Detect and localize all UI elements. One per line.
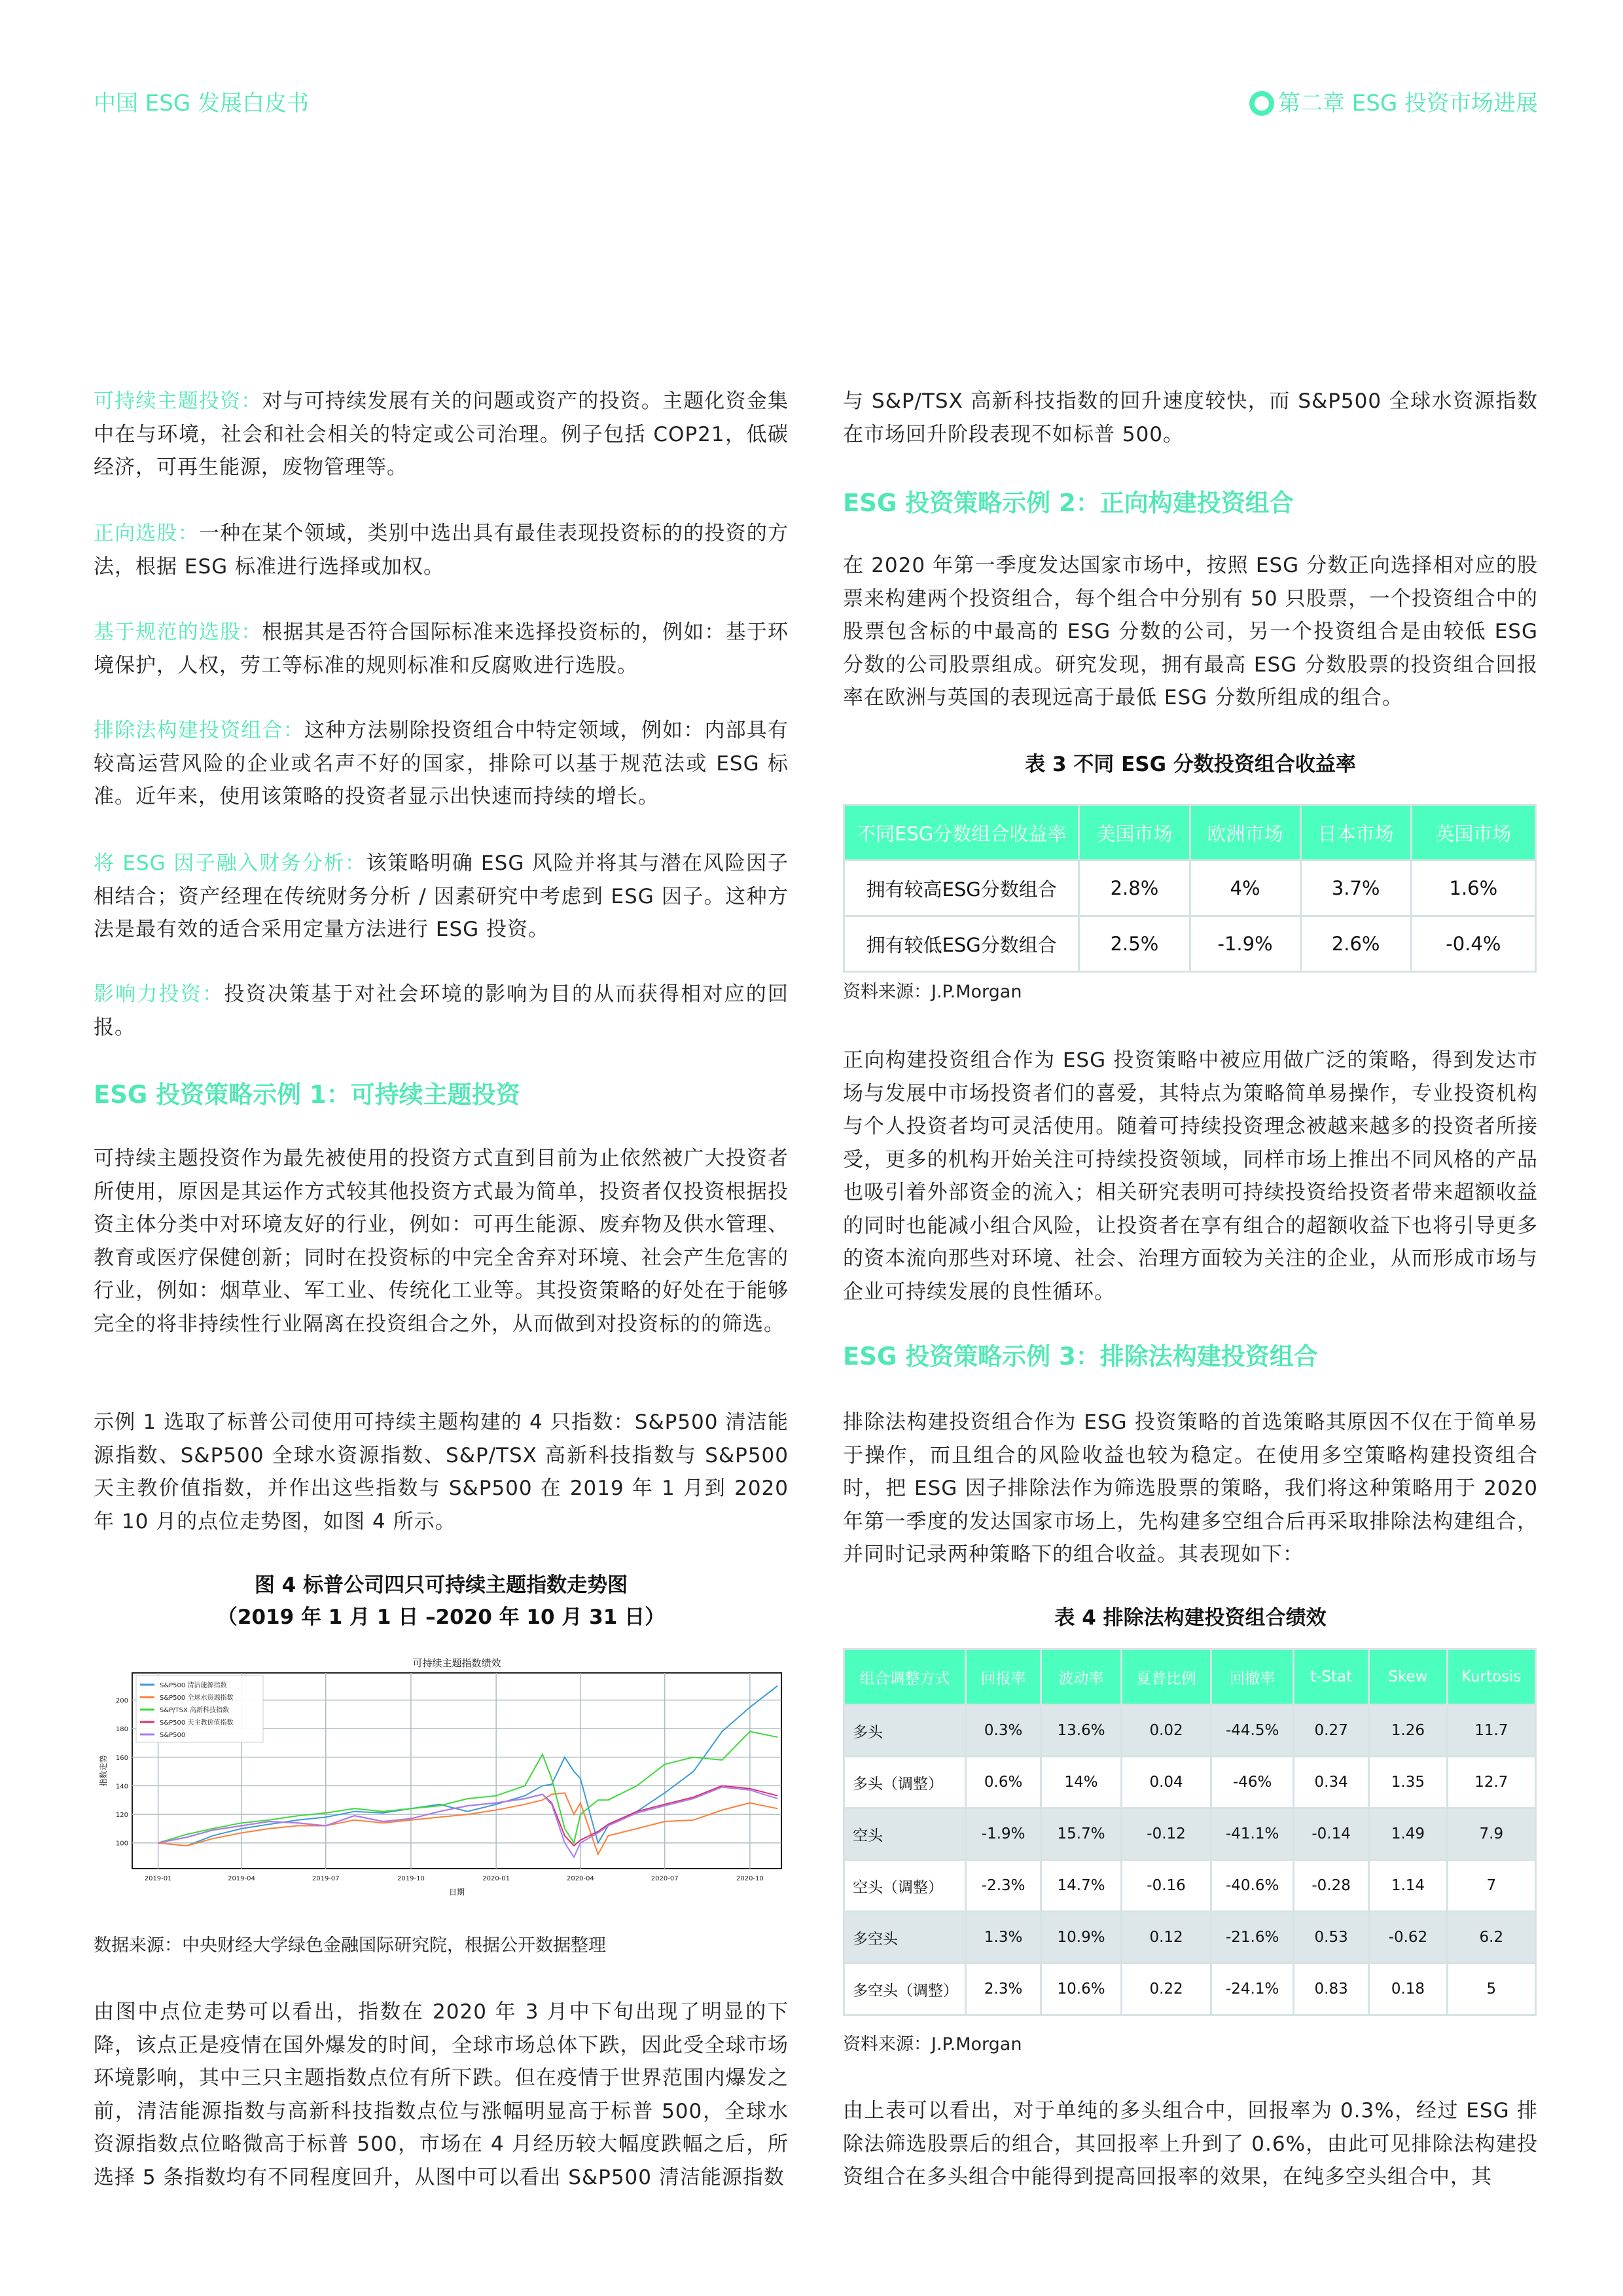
table-cell: 5 bbox=[1447, 1964, 1535, 2015]
column-header: t-Stat bbox=[1294, 1649, 1369, 1705]
x-tick-label: 2019-04 bbox=[228, 1875, 255, 1882]
table3-caption: 表 3 不同 ESG 分数投资组合收益率 bbox=[1025, 753, 1356, 776]
column-header: 日本市场 bbox=[1300, 805, 1411, 861]
legend-entry: S&P500 全球水资源指数 bbox=[160, 1695, 234, 1702]
table-cell: 13.6% bbox=[1041, 1705, 1122, 1757]
chapter-title: 第二章 ESG 投资市场进展 bbox=[1277, 90, 1538, 117]
table-row bbox=[844, 916, 1536, 972]
table-cell: 0.83 bbox=[1294, 1964, 1369, 2015]
table-cell: 0.53 bbox=[1294, 1912, 1369, 1964]
table-cell: -0.62 bbox=[1369, 1912, 1447, 1964]
chart-svg bbox=[92, 1649, 798, 1911]
row-label-cell: 拥有较高ESG分数组合 bbox=[844, 861, 1079, 916]
figure-caption: 图 4 标普公司四只可持续主题指数走势图 bbox=[254, 1573, 628, 1597]
x-tick-label: 2019-10 bbox=[397, 1875, 425, 1882]
line-chart bbox=[92, 1649, 798, 1911]
table-cell: 0.02 bbox=[1121, 1705, 1211, 1757]
row-label-cell: 多头 bbox=[844, 1705, 966, 1757]
table-cell: -24.1% bbox=[1211, 1964, 1294, 2015]
table-cell: -0.4% bbox=[1411, 916, 1535, 972]
table-cell: -0.12 bbox=[1121, 1808, 1211, 1860]
definition-positive bbox=[94, 517, 789, 583]
table-header-row bbox=[844, 805, 1536, 861]
column-header: 回撤率 bbox=[1211, 1649, 1294, 1705]
table-cell: 10.9% bbox=[1041, 1912, 1122, 1964]
table-cell: 12.7 bbox=[1447, 1757, 1535, 1808]
definition-exclusion bbox=[94, 714, 789, 814]
definition-integration bbox=[94, 847, 789, 946]
table-cell: -1.9% bbox=[966, 1808, 1041, 1860]
y-tick-label: 180 bbox=[115, 1726, 128, 1734]
table-cell: 2.5% bbox=[1079, 916, 1190, 972]
definition-text: 该策略明确 ESG 风险并将其与潜在风险因子相结合；资产经理在传统财务分析 / 因素研究中考虑到 ESG 因子。这种方法是最有效的适合采用定量方法进行 ESG 投资。 bbox=[94, 852, 789, 941]
table4-source: 资料来源：J.P.Morgan bbox=[843, 2034, 1022, 2054]
table-cell: 1.26 bbox=[1369, 1705, 1447, 1757]
table-cell: 10.6% bbox=[1041, 1964, 1122, 2015]
table-cell: -40.6% bbox=[1211, 1860, 1294, 1912]
table-cell: 4% bbox=[1190, 861, 1300, 916]
definition-term: 可持续主题投资： bbox=[94, 389, 262, 413]
table-cell: -41.1% bbox=[1211, 1808, 1294, 1860]
x-tick-label: 2019-01 bbox=[144, 1875, 172, 1882]
body-paragraph: 与 S&P/TSX 高新科技指数的回升速度较快，而 S&P500 全球水资源指数在市场回升阶段表现不如标普 500。 bbox=[843, 389, 1538, 446]
body-paragraph: 可持续主题投资作为最先被使用的投资方式直到目前为止依然被广大投资者所使用，原因是其运作方式较其他投资方式最为简单，投资者仅投资根据投资主体分类中对环境友好的行业，例如：可再生能源、废弃物及供水管理、教育或医疗保健创新；同时在投资标的中完全舍弃对环境、社会产生危害的行业，例如：烟草业、军工业、传统化工业等。其投资策略的好处在于能够完全的将非持续性行业隔离在投资组合之外，从而做到对投资标的的筛选。 bbox=[94, 1147, 789, 1336]
body-paragraph: 正向构建投资组合作为 ESG 投资策略中被应用做广泛的策略，得到发达市场与发展中市场投资者们的喜爱，其特点为策略简单易操作，专业投资机构与个人投资者均可灵活使用。随着可持续投资理念被越来越多的投资者所接受，更多的机构开始关注可持续投资领域，同样市场上推出不同风格的产品也吸引着外部资金的流入；相关研究表明可持续投资给投资者带来超额收益的同时也能减小组合风险，让投资者在享有组合的超额收益下也将引导更多的资本流向那些对环境、社会、治理方面较为关注的企业，从而形成市场与企业可持续发展的良性循环。 bbox=[843, 1049, 1538, 1304]
row-label-cell: 多头（调整） bbox=[844, 1757, 966, 1808]
legend-entry: S&P500 天主教价值指数 bbox=[160, 1719, 234, 1727]
table-cell: 1.35 bbox=[1369, 1757, 1447, 1808]
definition-text: 这种方法剔除投资组合中特定领域，例如：内部具有较高运营风险的企业或名声不好的国家，排除可以基于规范法或 ESG 标准。近年来，使用该策略的投资者显示出快速而持续的增长。 bbox=[94, 719, 789, 808]
table-cell: -0.16 bbox=[1121, 1860, 1211, 1912]
section-heading-example-3: ESG 投资策略示例 3：排除法构建投资组合 bbox=[843, 1342, 1318, 1371]
row-label-cell: 空头（调整） bbox=[844, 1860, 966, 1912]
legend-entry: S&P500 清洁能源指数 bbox=[160, 1682, 227, 1689]
y-tick-label: 120 bbox=[115, 1812, 128, 1820]
table-cell: 6.2 bbox=[1447, 1912, 1535, 1964]
row-label-cell: 空头 bbox=[844, 1808, 966, 1860]
table-header-row bbox=[844, 1649, 1536, 1705]
y-tick-label: 100 bbox=[115, 1840, 128, 1848]
x-tick-label: 2019-07 bbox=[312, 1875, 340, 1882]
table-row bbox=[844, 861, 1536, 916]
table-cell: -21.6% bbox=[1211, 1912, 1294, 1964]
table-cell: 14% bbox=[1041, 1757, 1122, 1808]
document-title: 中国 ESG 发展白皮书 bbox=[94, 90, 310, 117]
definition-text: 投资决策基于对社会环境的影响为目的从而获得相对应的回报。 bbox=[94, 982, 789, 1039]
row-label-cell: 多空头 bbox=[844, 1912, 966, 1964]
right-column bbox=[843, 0, 1538, 2296]
legend-entry: S&P500 bbox=[160, 1732, 186, 1739]
y-tick-label: 160 bbox=[115, 1754, 128, 1762]
x-tick-label: 2020-01 bbox=[482, 1875, 510, 1882]
definition-term: 将 ESG 因子融入财务分析： bbox=[94, 852, 366, 875]
table-cell: 1.49 bbox=[1369, 1808, 1447, 1860]
body-paragraph: 由上表可以看出，对于单纯的多头组合中，回报率为 0.3%，经过 ESG 排除法筛选股票后的组合，其回报率上升到了 0.6%，由此可见排除法构建投资组合在多头组合中能得到提高回报率的效果，在纯多空头组合中，其 bbox=[843, 2099, 1538, 2189]
table-cell: 1.14 bbox=[1369, 1860, 1447, 1912]
x-tick-label: 2020-10 bbox=[736, 1875, 764, 1882]
table-row bbox=[844, 1860, 1536, 1912]
table-row bbox=[844, 1757, 1536, 1808]
table-cell: 0.12 bbox=[1121, 1912, 1211, 1964]
table-cell: 7.9 bbox=[1447, 1808, 1535, 1860]
table-cell: 0.22 bbox=[1121, 1964, 1211, 2015]
table-cell: -2.3% bbox=[966, 1860, 1041, 1912]
definition-impact bbox=[94, 978, 789, 1044]
column-header: Kurtosis bbox=[1447, 1649, 1535, 1705]
table-cell: 0.18 bbox=[1369, 1964, 1447, 2015]
definition-term: 影响力投资： bbox=[94, 982, 224, 1006]
table-cell: 0.34 bbox=[1294, 1757, 1369, 1808]
table-row bbox=[844, 1964, 1536, 2015]
column-header: 美国市场 bbox=[1079, 805, 1190, 861]
table-row bbox=[844, 1808, 1536, 1860]
body-paragraph: 在 2020 年第一季度发达国家市场中，按照 ESG 分数正向选择相对应的股票来构建两个投资组合，每个组合中分别有 50 只股票，一个投资组合中的股票包含标的中最高的 ESG 分数的公司，另一个投资组合是由较低 ESG 分数的公司股票组成。研究发现，拥有最高 ESG 分数股票的投资组合回报率在欧洲与英国的表现远高于最低 ESG 分数所组成的组合。 bbox=[843, 554, 1538, 709]
table-cell: -44.5% bbox=[1211, 1705, 1294, 1757]
table-cell: -46% bbox=[1211, 1757, 1294, 1808]
column-header: 英国市场 bbox=[1411, 805, 1535, 861]
definition-text: 根据其是否符合国际标准来选择投资标的，例如：基于环境保护，人权，劳工等标准的规则标准和反腐败进行选股。 bbox=[94, 620, 789, 677]
definition-text: 一种在某个领域，类别中选出具有最佳表现投资标的的投资的方法，根据 ESG 标准进行选择或加权。 bbox=[94, 522, 789, 579]
table-cell: 1.6% bbox=[1411, 861, 1535, 916]
table-cell: -1.9% bbox=[1190, 916, 1300, 972]
table-esg-score-returns bbox=[843, 804, 1537, 973]
figure-caption-daterange: （2019 年 1 月 1 日 –2020 年 10 月 31 日） bbox=[217, 1605, 666, 1629]
row-label-cell: 多空头（调整） bbox=[844, 1964, 966, 2015]
table-cell: 3.7% bbox=[1300, 861, 1411, 916]
table-cell: 2.6% bbox=[1300, 916, 1411, 972]
chart-title: 可持续主题指数绩效 bbox=[412, 1657, 501, 1669]
table-cell: 15.7% bbox=[1041, 1808, 1122, 1860]
legend-entry: S&P/TSX 高新科技指数 bbox=[160, 1707, 230, 1714]
x-tick-label: 2020-04 bbox=[567, 1875, 594, 1882]
table-cell: 0.04 bbox=[1121, 1757, 1211, 1808]
column-header: 波动率 bbox=[1041, 1649, 1122, 1705]
body-paragraph: 排除法构建投资组合作为 ESG 投资策略的首选策略其原因不仅在于简单易于操作，而且组合的风险收益也较为稳定。在使用多空策略构建投资组合时，把 ESG 因子排除法作为筛选股票的策略，我们将这种策略用于 2020 年第一季度的发达国家市场上，先构建多空组合后再采取排除法构建组合，并同时记录两种策略下的组合收益。其表现如下： bbox=[843, 1410, 1538, 1566]
table-row bbox=[844, 1705, 1536, 1757]
table-cell: -0.28 bbox=[1294, 1860, 1369, 1912]
section-heading-example-2: ESG 投资策略示例 2：正向构建投资组合 bbox=[843, 489, 1294, 517]
table3-source: 资料来源：J.P.Morgan bbox=[843, 982, 1022, 1002]
definition-term: 正向选股： bbox=[94, 522, 199, 545]
x-tick-label: 2020-07 bbox=[651, 1875, 679, 1882]
table-cell: 14.7% bbox=[1041, 1860, 1122, 1912]
table-cell: 1.3% bbox=[966, 1912, 1041, 1964]
column-header: 夏普比例 bbox=[1121, 1649, 1211, 1705]
table-cell: 0.6% bbox=[966, 1757, 1041, 1808]
definition-thematic bbox=[94, 385, 789, 484]
y-axis-label: 指数走势 bbox=[99, 1755, 108, 1787]
column-header: 不同ESG分数组合收益率 bbox=[844, 805, 1079, 861]
column-header: 欧洲市场 bbox=[1190, 805, 1300, 861]
table-cell: 7 bbox=[1447, 1860, 1535, 1912]
table-cell: -0.14 bbox=[1294, 1808, 1369, 1860]
table-row bbox=[844, 1912, 1536, 1964]
y-tick-label: 200 bbox=[115, 1697, 128, 1705]
table-cell: 11.7 bbox=[1447, 1705, 1535, 1757]
body-paragraph: 示例 1 选取了标普公司使用可持续主题构建的 4 只指数：S&P500 清洁能源指数、S&P500 全球水资源指数、S&P/TSX 高新科技指数与 S&P500 天主教价值指数，并作出这些指数与 S&P500 在 2019 年 1 月到 2020 年 10 月的点位走势图，如图 4 所示。 bbox=[94, 1410, 789, 1534]
left-column bbox=[94, 0, 789, 2296]
column-header: Skew bbox=[1369, 1649, 1447, 1705]
table-cell: 2.8% bbox=[1079, 861, 1190, 916]
figure-source: 数据来源：中央财经大学绿色金融国际研究院，根据公开数据整理 bbox=[94, 1935, 606, 1956]
row-label-cell: 拥有较低ESG分数组合 bbox=[844, 916, 1079, 972]
column-header: 组合调整方式 bbox=[844, 1649, 966, 1705]
table-cell: 0.3% bbox=[966, 1705, 1041, 1757]
table-cell: 2.3% bbox=[966, 1964, 1041, 2015]
y-tick-label: 140 bbox=[115, 1783, 128, 1791]
x-axis-label: 日期 bbox=[448, 1888, 465, 1897]
column-header: 回报率 bbox=[966, 1649, 1041, 1705]
body-paragraph: 由图中点位走势可以看出，指数在 2020 年 3 月中下旬出现了明显的下降，该点正是疫情在国外爆发的时间，全球市场总体下跌，因此受全球市场环境影响，其中三只主题指数点位有所下跌。但在疫情于世界范围内爆发之前，清洁能源指数与高新科技指数点位与涨幅明显高于标普 500，全球水资源指数点位略微高于标普 500，市场在 4 月经历较大幅度跌幅之后，所选择 5 条指数均有不同程度回升，从图中可以看出 S&P500 清洁能源指数 bbox=[94, 2000, 789, 2189]
table-cell: 0.27 bbox=[1294, 1705, 1369, 1757]
definition-text: 对与可持续发展有关的问题或资产的投资。主题化资金集中在与环境，社会和社会相关的特定或公司治理。例子包括 COP21，低碳经济，可再生能源，废物管理等。 bbox=[94, 389, 789, 479]
definition-norms bbox=[94, 616, 789, 682]
table4-caption: 表 4 排除法构建投资组合绩效 bbox=[1054, 1606, 1327, 1630]
table-exclusion-performance bbox=[843, 1648, 1537, 2016]
definition-term: 基于规范的选股： bbox=[94, 620, 262, 644]
definition-term: 排除法构建投资组合： bbox=[94, 719, 304, 742]
section-heading-example-1: ESG 投资策略示例 1：可持续主题投资 bbox=[94, 1081, 520, 1109]
